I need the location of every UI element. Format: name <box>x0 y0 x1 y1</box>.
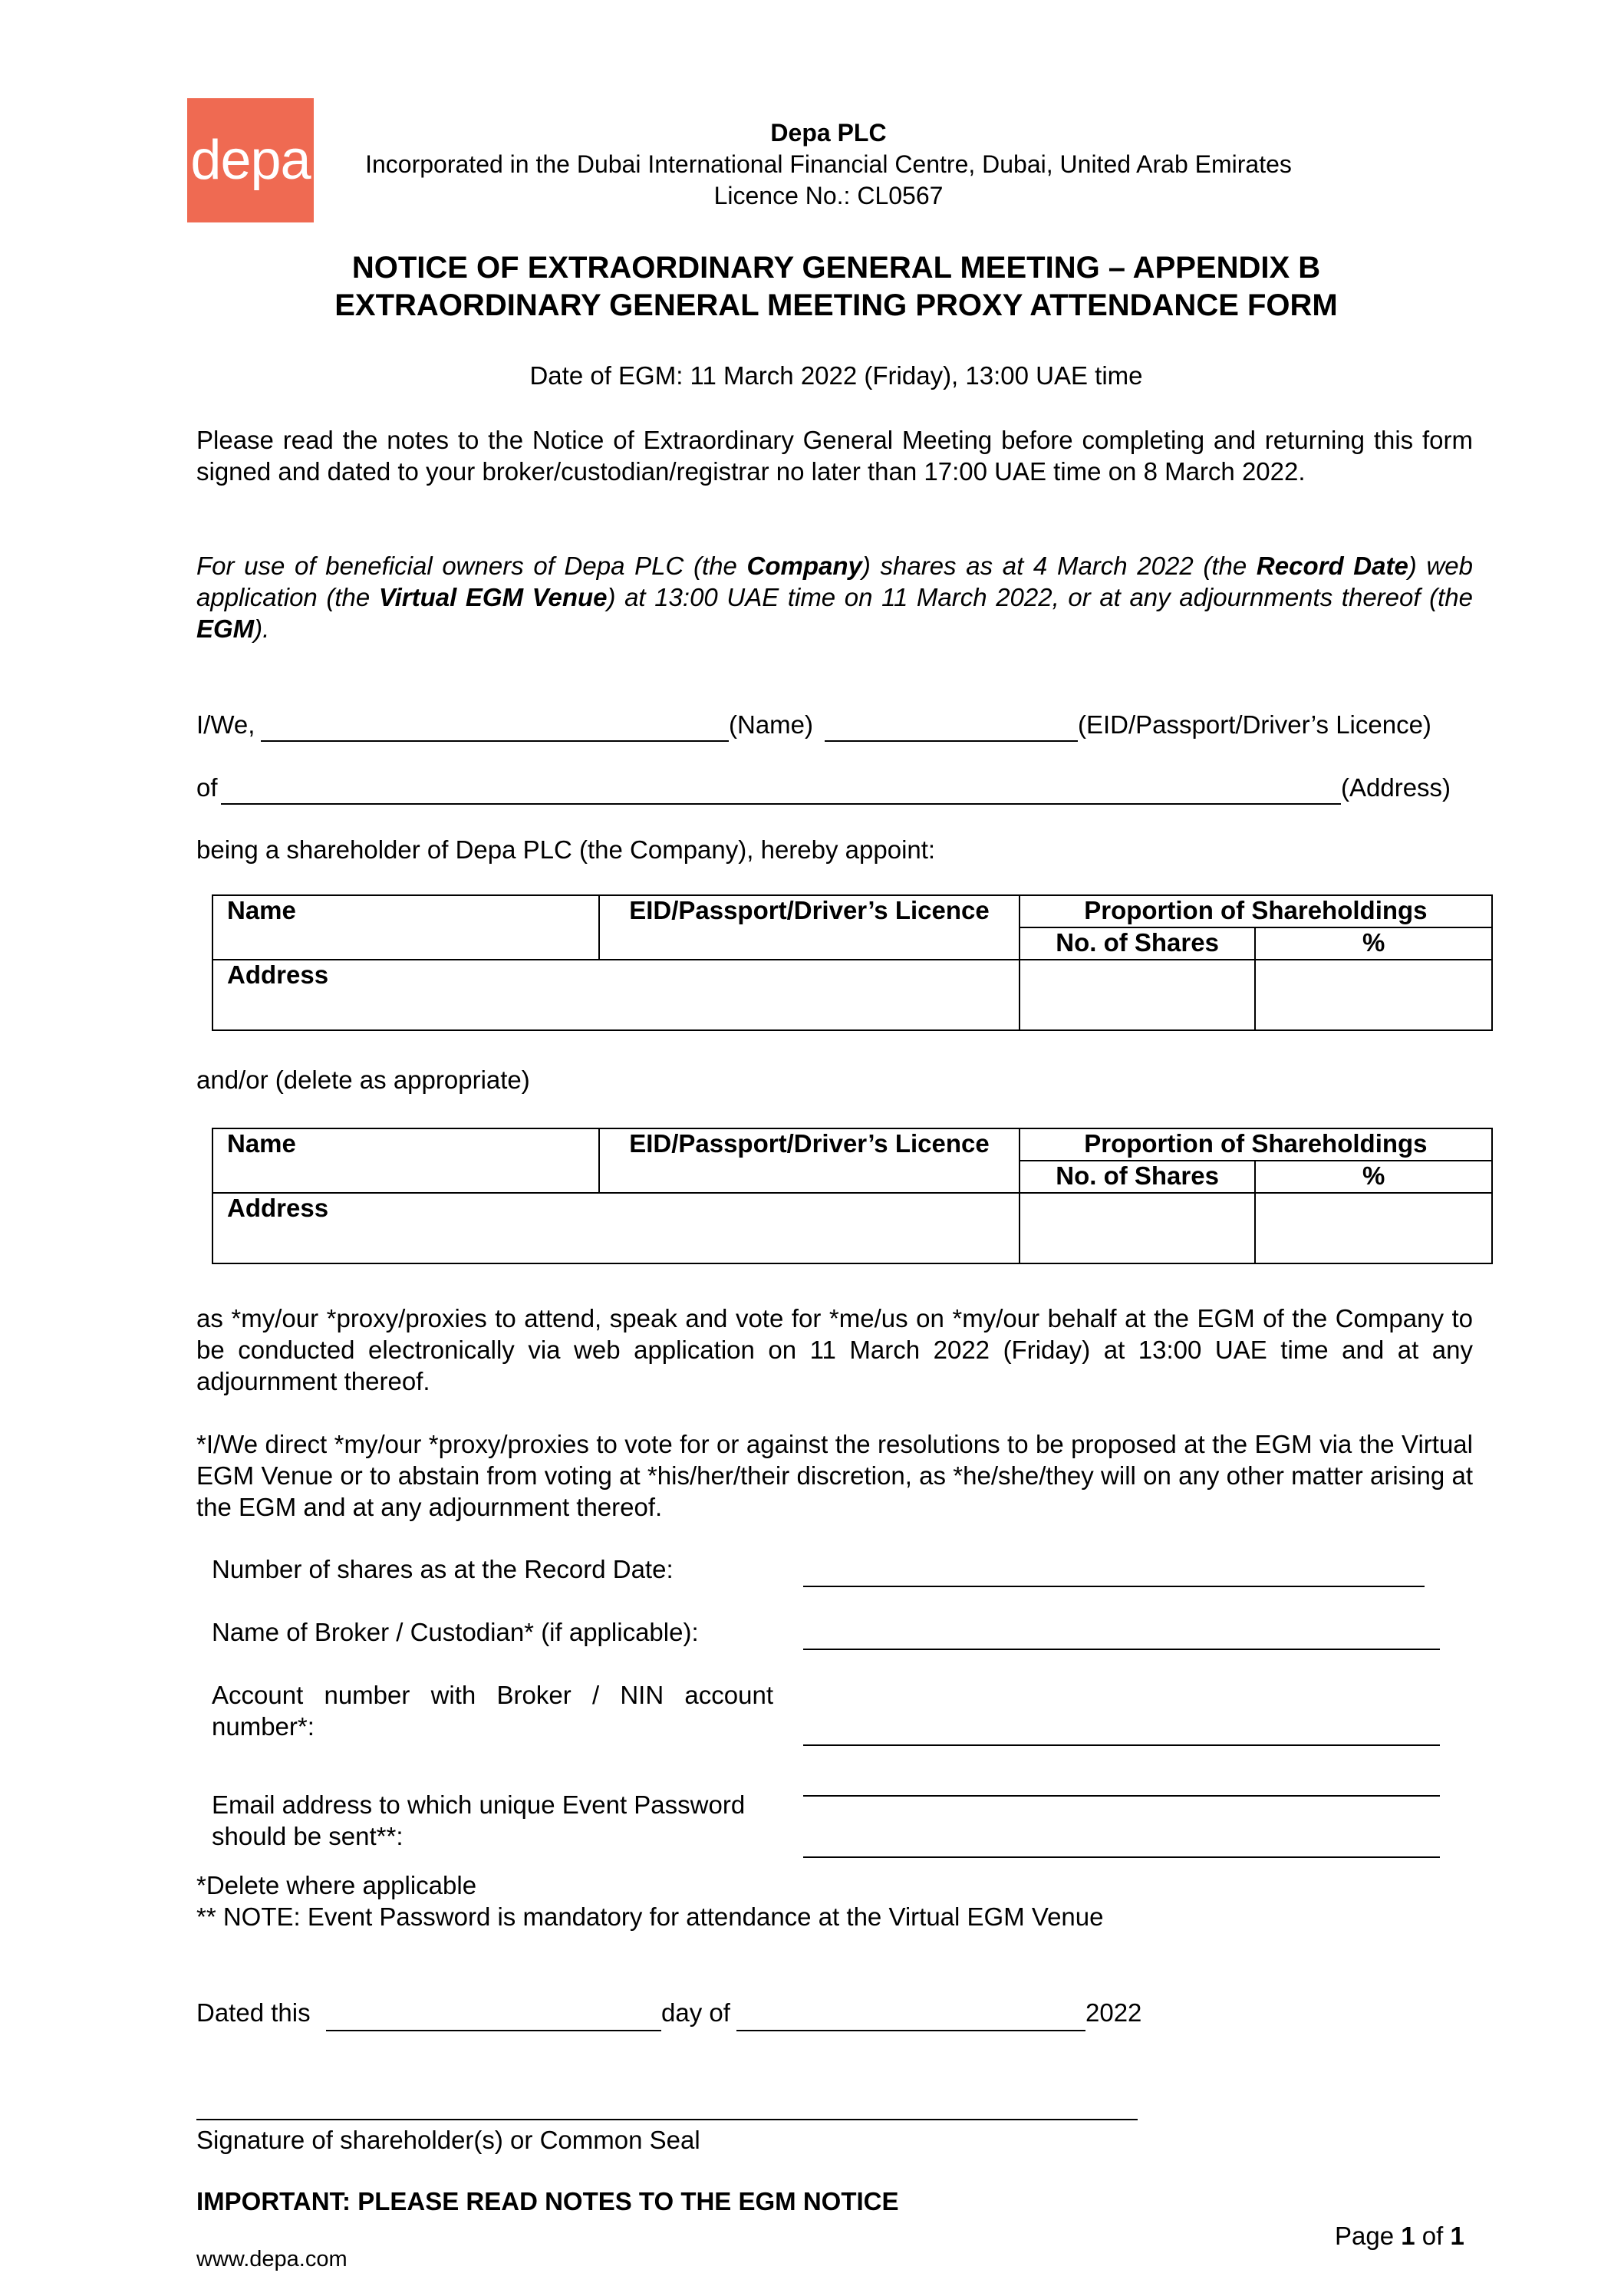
shares-header: No. of Shares <box>1020 1161 1256 1193</box>
broker-field[interactable] <box>803 1616 1440 1650</box>
proxy-shares-cell[interactable] <box>1020 960 1256 1030</box>
record-date-shares-field[interactable] <box>803 1553 1425 1587</box>
password-note: ** NOTE: Event Password is mandatory for attendance at the Virtual EGM Venue <box>196 1902 1104 1931</box>
signature-field[interactable] <box>196 2087 1138 2120</box>
company-name: Depa PLC <box>770 119 887 147</box>
proxy-percent-cell[interactable] <box>1255 1193 1492 1263</box>
email-label-line-1: Email address to which unique Event Password <box>212 1790 746 1819</box>
licence-number: Licence No.: CL0567 <box>713 182 944 209</box>
instructions-paragraph: Please read the notes to the Notice of Extraordinary General Meeting before completing and returning this form signed and dated to your broker/custodian/registrar no later than 17:00 UAE time on 8 March 2022. <box>196 426 1473 486</box>
record-date-shares-label: Number of shares as at the Record Date: <box>212 1555 674 1583</box>
shareholder-id-field[interactable] <box>825 710 1078 742</box>
delete-note: *Delete where applicable <box>196 1871 477 1899</box>
proportion-header: Proportion of Shareholdings <box>1020 895 1492 927</box>
day-of-label: day of <box>661 1998 730 2027</box>
proxy-paragraph: as *my/our *proxy/proxies to attend, speak and vote for *me/us on *my/our behalf at the EGM of the Company to be conducted electronically via web application on 11 March 2022 (Friday) at 13:00 UAE time and at any adjournment thereof. <box>196 1304 1473 1395</box>
month-field[interactable] <box>736 1998 1085 2031</box>
account-label-line-2: number*: <box>212 1712 315 1741</box>
address-label: (Address) <box>1341 773 1451 802</box>
title-line-2: EXTRAORDINARY GENERAL MEETING PROXY ATTENDANCE FORM <box>334 288 1338 322</box>
proxy-shares-cell[interactable] <box>1020 1193 1256 1263</box>
email-field-line-2[interactable] <box>803 1824 1440 1858</box>
depa-logo: depa <box>187 98 314 222</box>
percent-header: % <box>1255 1161 1492 1193</box>
name-label: (Name) <box>729 710 814 739</box>
dated-label: Dated this <box>196 1998 311 2027</box>
proxy-table-1 <box>212 894 1493 1031</box>
percent-header: % <box>1255 927 1492 960</box>
egm-date: Date of EGM: 11 March 2022 (Friday), 13:00 UAE time <box>529 361 1143 390</box>
proportion-header: Proportion of Shareholdings <box>1020 1128 1492 1161</box>
broker-label: Name of Broker / Custodian* (if applicable): <box>212 1618 699 1646</box>
direction-paragraph: *I/We direct *my/our *proxy/proxies to vote for or against the resolutions to be proposed at the EGM via the Virtual EGM Venue or to abstain from voting at *his/her/their discretion, as *he/she/they will on any other matter arising at the EGM and at any adjournment thereof. <box>196 1430 1473 1521</box>
incorporation-text: Incorporated in the Dubai International Financial Centre, Dubai, United Arab Emirates <box>365 150 1292 178</box>
important-note: IMPORTANT: PLEASE READ NOTES TO THE EGM NOTICE <box>196 2187 899 2215</box>
year-label: 2022 <box>1085 1998 1142 2027</box>
proxy-id-cell[interactable]: EID/Passport/Driver’s Licence <box>599 895 1020 960</box>
proxy-id-cell[interactable]: EID/Passport/Driver’s Licence <box>599 1128 1020 1193</box>
proxy-name-cell[interactable]: Name <box>212 895 599 960</box>
usage-paragraph: For use of beneficial owners of Depa PLC (the Company) shares as at 4 March 2022 (the Record Date) web application (the Virtual EGM Venue) at 13:00 UAE time on 11 March 2022, or at any adjournments thereof (the EGM). <box>196 552 1473 643</box>
shares-header: No. of Shares <box>1020 927 1256 960</box>
website-link[interactable]: www.depa.com <box>196 2247 348 2271</box>
account-number-field[interactable] <box>803 1712 1440 1746</box>
proxy-address-cell[interactable]: Address <box>212 960 1020 1030</box>
proxy-name-cell[interactable]: Name <box>212 1128 599 1193</box>
shareholder-name-field[interactable] <box>261 710 729 742</box>
id-label: (EID/Passport/Driver’s Licence) <box>1078 710 1431 739</box>
account-label-line-1: Account number with Broker / NIN account <box>212 1681 773 1709</box>
email-field-line-1[interactable] <box>803 1763 1440 1797</box>
proxy-address-cell[interactable]: Address <box>212 1193 1020 1263</box>
and-or-text: and/or (delete as appropriate) <box>196 1066 530 1094</box>
shareholder-statement: being a shareholder of Depa PLC (the Company), hereby appoint: <box>196 835 936 864</box>
iwe-label: I/We, <box>196 710 255 739</box>
day-field[interactable] <box>326 1998 661 2031</box>
signature-label: Signature of shareholder(s) or Common Seal <box>196 2126 700 2154</box>
page-number: Page 1 of 1 <box>1335 2222 1464 2250</box>
title-line-1: NOTICE OF EXTRAORDINARY GENERAL MEETING – APPENDIX B <box>351 251 1321 285</box>
proxy-table-2 <box>212 1128 1493 1264</box>
proxy-percent-cell[interactable] <box>1255 960 1492 1030</box>
shareholder-address-field[interactable] <box>221 772 1341 805</box>
of-label: of <box>196 773 218 802</box>
email-label-line-2: should be sent**: <box>212 1822 404 1850</box>
